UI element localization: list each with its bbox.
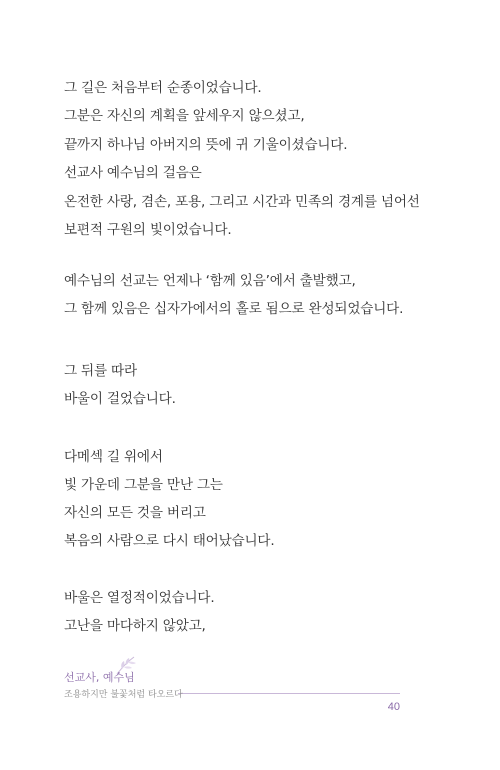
- body-line-7: 예수님의 선교는 언제나 ‘함께 있음’에서 출발했고,: [64, 273, 356, 289]
- body-line-12: 빛 가운데 그분을 만난 그는: [64, 477, 223, 493]
- body-line-2: 그분은 자신의 계획을 앞세우지 않으셨고,: [64, 108, 305, 124]
- body-line-15: 바울은 열정적이었습니다.: [64, 590, 215, 606]
- body-line-3: 끝까지 하나님 아버지의 뜻에 귀 기울이셨습니다.: [64, 137, 348, 153]
- body-line-6: 보편적 구원의 빛이었습니다.: [64, 222, 232, 238]
- body-line-13: 자신의 모든 것을 버리고: [64, 505, 206, 521]
- page-number: 40: [387, 701, 400, 713]
- body-line-14: 복음의 사람으로 다시 태어났습니다.: [64, 533, 275, 549]
- body-line-9: 그 뒤를 따라: [64, 363, 137, 379]
- book-title: 선교사, 예수님: [64, 671, 135, 684]
- body-line-16: 고난을 마다하지 않았고,: [64, 618, 206, 634]
- body-line-5: 온전한 사랑, 겸손, 포용, 그리고 시간과 민족의 경계를 넘어선: [64, 194, 420, 210]
- book-subtitle: 조용하지만 불꽃처럼 타오르다: [64, 690, 183, 700]
- body-line-10: 바울이 걸었습니다.: [64, 391, 176, 407]
- body-line-11: 다메섹 길 위에서: [64, 449, 163, 465]
- body-line-4: 선교사 예수님의 걸음은: [64, 165, 202, 181]
- body-line-8: 그 함께 있음은 십자가에서의 홀로 됨으로 완성되었습니다.: [64, 301, 404, 317]
- body-line-1: 그 길은 처음부터 순종이었습니다.: [64, 80, 262, 96]
